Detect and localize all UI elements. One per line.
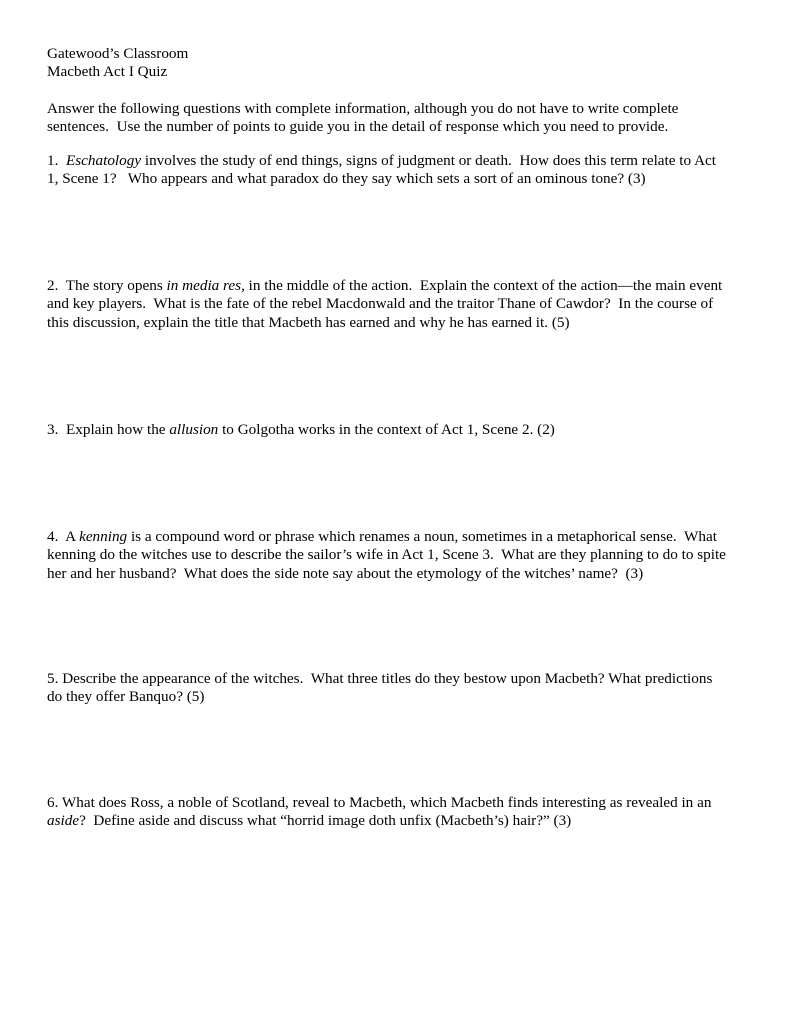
question-4-line-2: kenning do the witches use to describe the sailor’s wife in Act 1, Scene 3. What are they planning to do to spite [47, 546, 726, 564]
term-kenning: kenning [79, 528, 128, 545]
question-2-line-3: this discussion, explain the title that Macbeth has earned and why he has earned it. (5) [47, 313, 570, 331]
question-1 [47, 152, 747, 189]
question-2-line-2: and key players. What is the fate of the rebel Macdonwald and the traitor Thane of Cawdor? In the course of [47, 295, 714, 313]
question-1-line-1: 1. Eschatology involves the study of end things, signs of judgment or death. How does this term relate to Act [47, 152, 716, 169]
question-1-line-2: 1, Scene 1? Who appears and what paradox do they say which sets a sort of an ominous tone? (3) [47, 170, 646, 188]
question-2-line-1: 2. The story opens in media res, in the middle of the action. Explain the context of the action—the main event [47, 277, 723, 294]
term-allusion: allusion [169, 421, 219, 438]
classroom-title: Gatewood’s Classroom [47, 45, 189, 62]
question-4-line-3: her and her husband? What does the side note say about the etymology of the witches’ name? (3) [47, 564, 644, 582]
instructions-line-2: sentences. Use the number of points to guide you in the detail of response which you need to provide. [47, 118, 669, 136]
quiz-title: Macbeth Act I Quiz [47, 63, 168, 81]
question-3 [47, 421, 747, 439]
instructions [47, 100, 747, 137]
question-4-line-1: 4. A kenning is a compound word or phrase which renames a noun, sometimes in a metaphorical sense. What [47, 528, 717, 545]
question-6-line-1: 6. What does Ross, a noble of Scotland, reveal to Macbeth, which Macbeth finds interesting as revealed in an [47, 794, 712, 811]
term-eschatology: Eschatology [65, 152, 142, 169]
document-header [47, 45, 747, 82]
question-5-line-2: do they offer Banquo? (5) [47, 688, 205, 706]
question-6 [47, 794, 747, 831]
term-in-media-res: in media res [166, 277, 242, 294]
quiz-page [47, 45, 747, 137]
question-2 [47, 277, 747, 332]
question-3-line-1: 3. Explain how the allusion to Golgotha works in the context of Act 1, Scene 2. (2) [47, 421, 555, 438]
term-aside: aside [47, 812, 80, 830]
instructions-line-1: Answer the following questions with complete information, although you do not have to write complete [47, 99, 679, 117]
question-5 [47, 670, 747, 707]
question-5-line-1: 5. Describe the appearance of the witches. What three titles do they bestow upon Macbeth? What predictions [47, 670, 713, 687]
question-6-line-2: aside? Define aside and discuss what “horrid image doth unfix (Macbeth’s) hair?” (3) [47, 812, 572, 830]
question-4 [47, 528, 747, 583]
